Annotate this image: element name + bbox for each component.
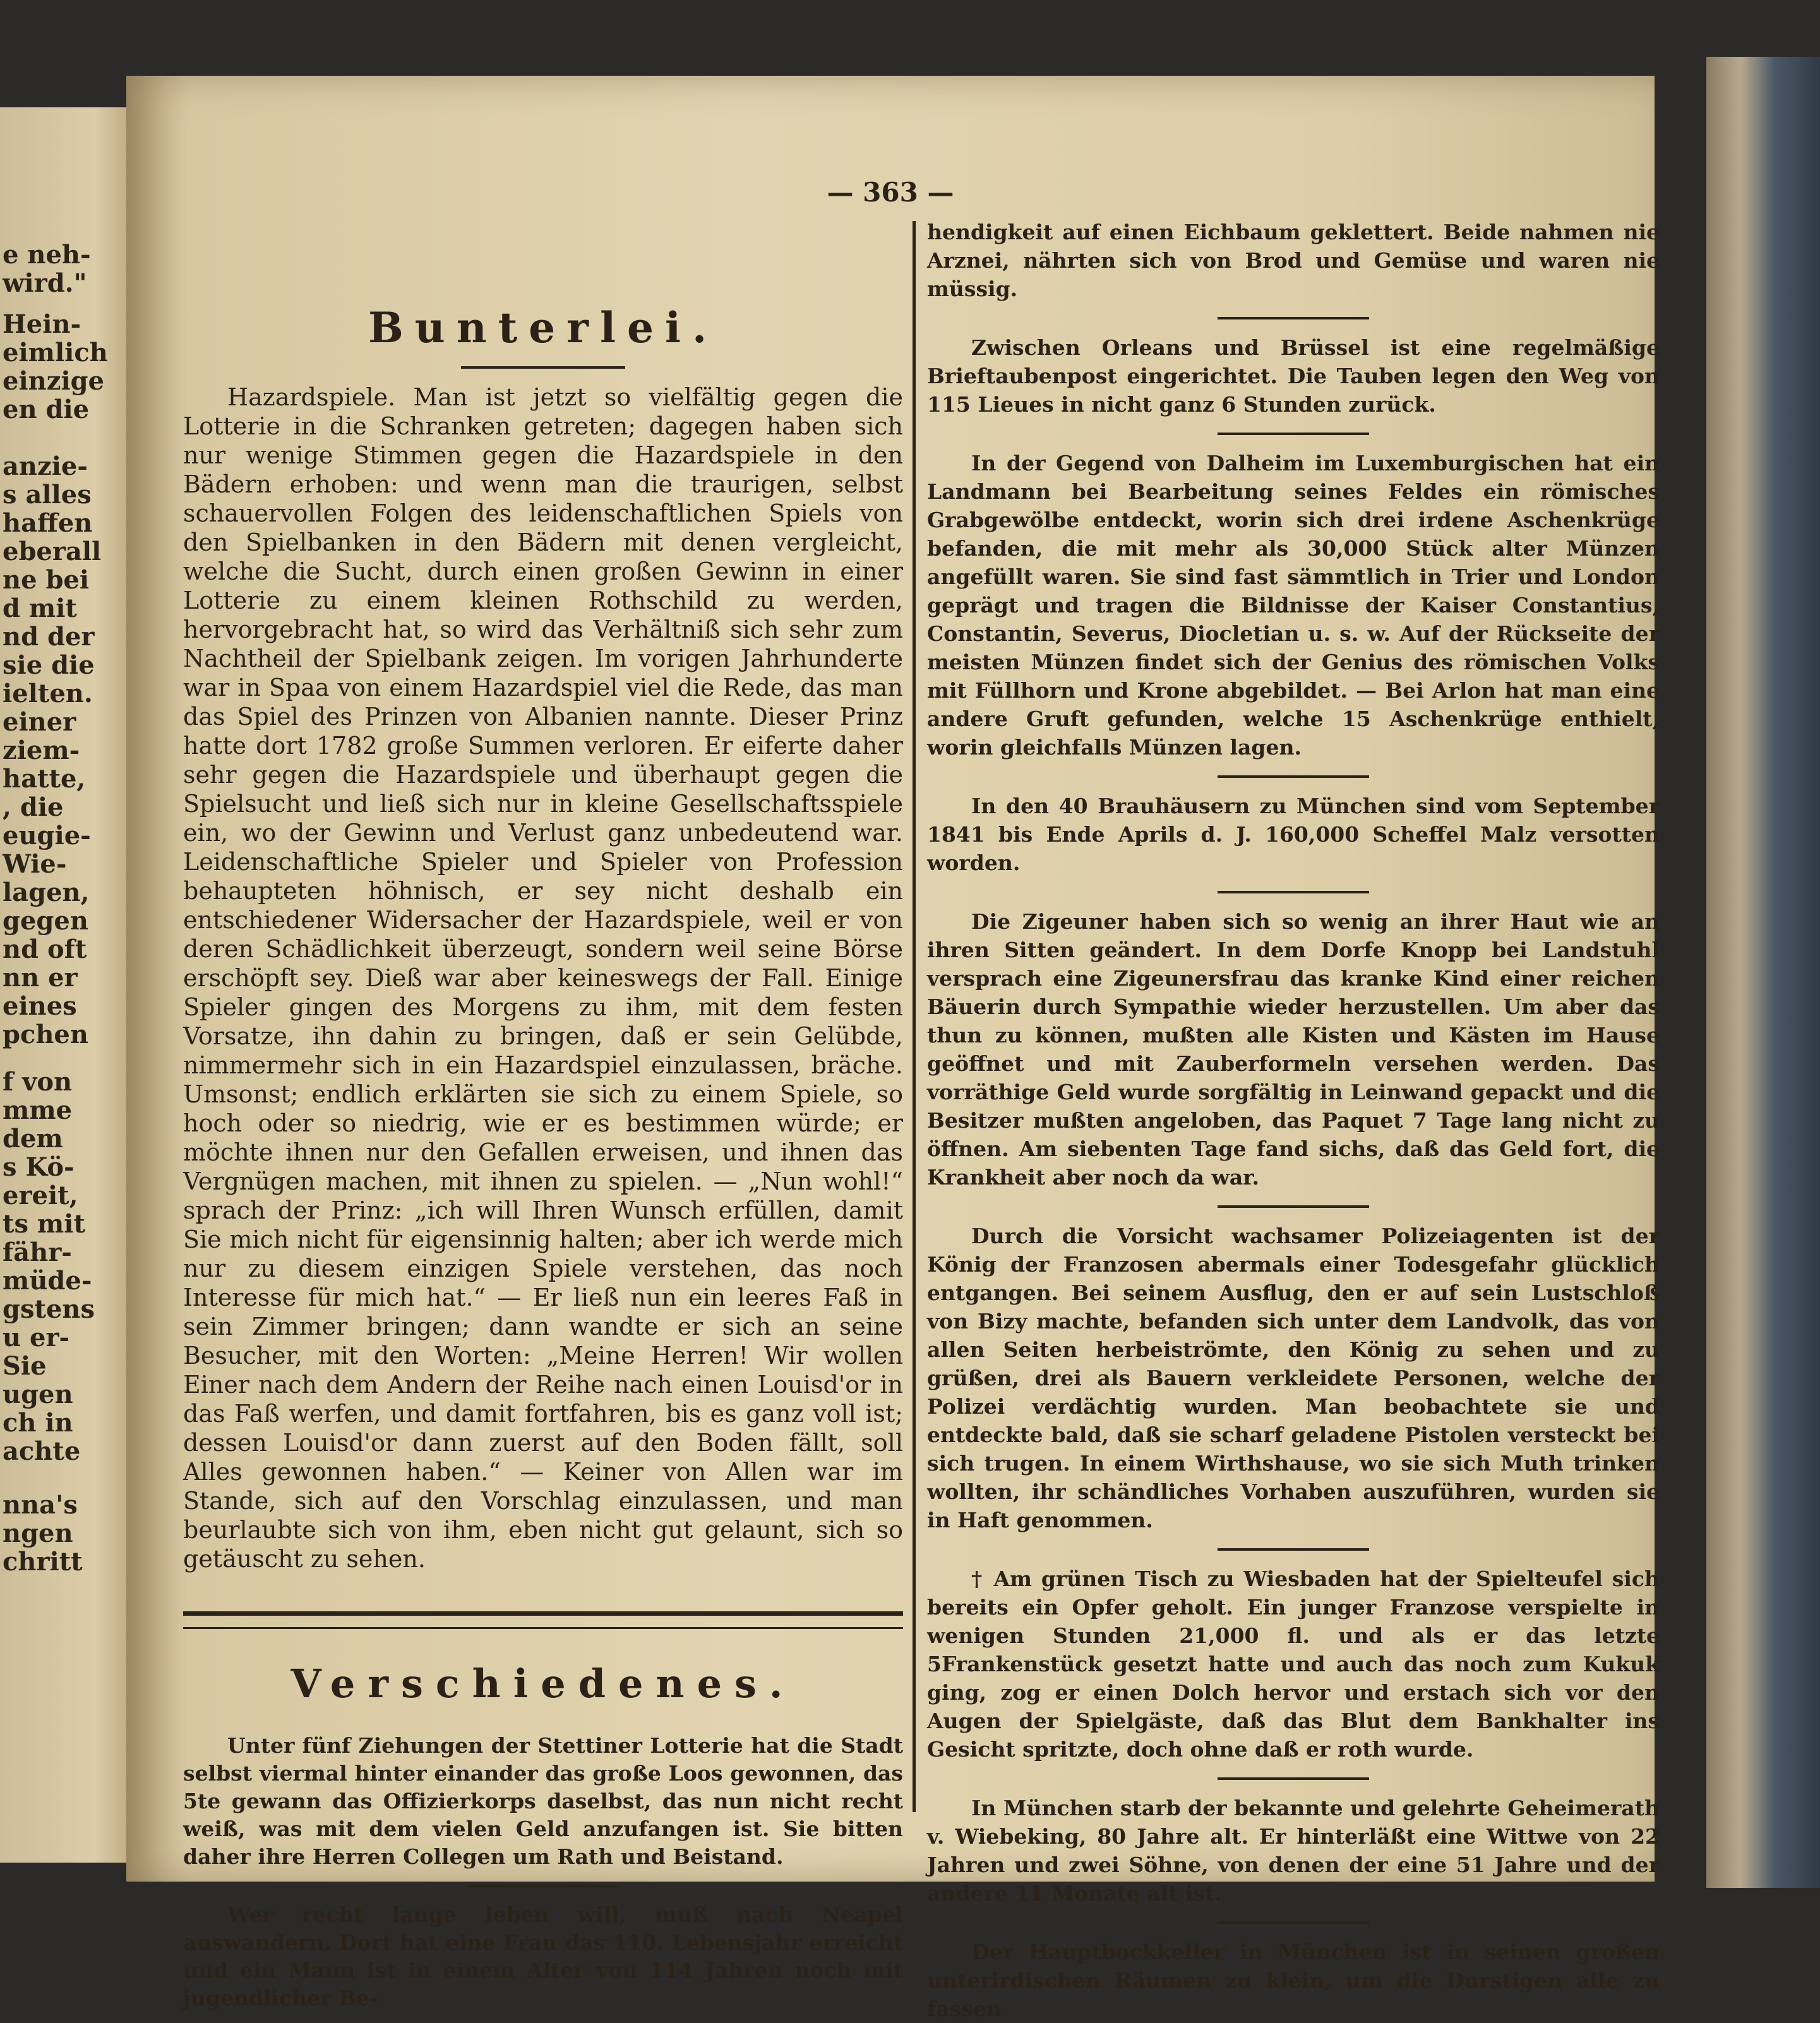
article-separator [1218,317,1369,319]
article-separator [1218,1921,1369,1924]
left-fragment-line: Wie- [3,849,67,879]
left-fragment-line: s Kö- [3,1152,75,1182]
section-divider [183,1611,903,1629]
left-fragment-line: einer [3,707,76,737]
left-fragment-line: gstens [3,1294,95,1324]
left-fragment-line: eimlich [3,338,108,367]
left-column [183,227,903,2012]
left-fragment-line: mme [3,1095,73,1125]
left-fragment-line: einzige [3,366,105,396]
left-fragment-line: haffen [3,508,93,538]
column-rule [913,221,916,1812]
article-brieftaubenpost: Zwischen Orleans und Brüssel ist eine regelmäßige Brieftaubenpost eingerichtet. Die Tauben legen den Weg von 115 Lieues in nicht ganz 6 Stunden zurück. [927,335,1660,417]
article-separator [1218,775,1369,778]
left-fragment-line: u er- [3,1323,70,1352]
left-fragment-line: f von [3,1067,73,1097]
left-fragment-line: ts mit [3,1209,85,1239]
left-fragment-line: achte [3,1436,81,1466]
article-brauhaeuser: In den 40 Brauhäusern zu München sind vom September 1841 bis Ende Aprils d. J. 160,000 Scheffel Malz versotten worden. [927,794,1660,875]
left-fragment-line: ziem- [3,736,80,765]
article-separator [1218,1548,1369,1551]
left-fragment-line: sie die [3,650,95,680]
left-fragment-line: ielten. [3,679,93,708]
heading-rule [461,366,625,369]
left-fragment-line: s alles [3,480,92,510]
left-fragment-line: eberall [3,537,102,566]
left-fragment-line: ch in [3,1408,73,1438]
page-number: — 363 — [827,177,954,208]
article-zigeuner: Die Zigeuner haben sich so wenig an ihrer Haut wie an ihren Sitten geändert. In dem Dorfe Knopp bei Landstuhl versprach eine Zigeunersfrau das kranke Kind einer reichen Bäuerin durch Sympathie wieder herzustellen. Um aber das thun zu können, mußten alle Kisten und Kästen im Hause geöffnet und mit Zauberformeln versehen werden. Das vorräthige Geld wurde sorgfältig in Leinwand gepackt und die Besitzer mußten angeloben, das Paquet 7 Tage lang nicht zu öffnen. Am siebenten Tage fand sichs, daß das Geld fort, die Krankheit aber noch da war. [927,909,1660,1190]
left-fragment-line: eugie- [3,821,91,850]
section-heading-bunterlei: Bunterlei. [368,303,719,352]
article-wiebeking: In München starb der bekannte und gelehrte Geheimerath v. Wiebeking, 80 Jahre alt. Er hinterläßt eine Wittwe von 22 Jahren und zwei Söhne, von denen der eine 51 Jahre und der andere 11 Monate alt ist. [927,1796,1660,1906]
article-hazardspiele: Hazardspiele. Man ist jetzt so vielfältig gegen die Lotterie in die Schranken getreten; dagegen haben sich nur wenige Stimmen gegen die Hazardspiele in den Bädern erhoben: und wenn man die traurigen, selbst schauervollen Folgen des leidenschaftlichen Spiels von den Spielbanken in den Bädern mit denen vergleicht, welche die Sucht, durch einen großen Gewinn in einer Lotterie zu einem kleinen Rothschild zu werden, hervorgebracht hat, so wird das Verhältniß sich sehr zum Nachtheil der Spielbank zeigen. Im vorigen Jahrhunderte war in Spaa von einem Hazardspiel viel die Rede, das man das Spiel des Prinzen von Albanien nannte. Dieser Prinz hatte dort 1782 große Summen verloren. Er eiferte daher sehr gegen die Hazardspiele und überhaupt gegen die Spielsucht und ließ sich nur in kleine Gesellschaftsspiele ein, wo der Gewinn und Verlust ganz unbedeutend war. Leidenschaftliche Spieler und Spieler von Profession behaupteten höhnisch, er sey nicht deshalb ein entschiedener Widersacher der Hazardspiele, weil er von deren Schädlichkeit überzeugt, sondern weil seine Börse erschöpft sey. Dieß war aber keineswegs der Fall. Einige Spieler gingen des Morgens zu ihm, mit dem festen Vorsatze, ihn dahin zu bringen, daß er sein Gelübde, nimmermehr sich in ein Hazardspiel einzulassen, bräche. Umsonst; endlich erklärten sie sich zu einem Spiele, so hoch oder so niedrig, wie er es bestimmen würde; er möchte ihnen nur den Gefallen erweisen, und ihnen das Vergnügen machen, mit ihnen zu spielen. — „Nun wohl!“ sprach der Prinz: „ich will Ihren Wunsch erfüllen, damit Sie mich nicht für eigensinnig halten; aber ich werde mich nur zu diesem einzigen Spiele verstehen, das noch Interesse für mich hat.“ — Er ließ nun ein leeres Faß in sein Zimmer bringen; dann wandte er sich an seine Besucher, mit den Worten: „Meine Herren! Wir wollen Einer nach dem Andern der Reihe nach einen Louisd'or in das Faß werfen, und damit fortfahren, bis es ganz voll ist; dessen Louisd'or dann zuerst auf den Boden fällt, soll Alles gewonnen haben.“ — Keiner von Allen war im Stande, sich auf den Vorschlag einzulassen, und man beurlaubte sich von ihm, eben nicht gut gelaunt, sich so getäuscht zu sehen. [183,383,903,1573]
left-fragment-line: chritt [3,1547,83,1577]
section-heading-verschiedenes: Verschiedenes. [290,1661,796,1707]
left-fragment-line: pchen [3,1020,88,1049]
article-separator [467,1885,619,1887]
left-fragment-line: e neh- [3,240,91,270]
left-fragment-line: gegen [3,906,88,936]
left-fragment-line: anzie- [3,451,88,481]
left-fragment-line: ne bei [3,565,90,595]
left-fragment-line: lagen, [3,878,90,907]
left-fragment-line: nn er [3,963,78,993]
article-separator [1218,1205,1369,1208]
left-fragment-line: , die [3,792,64,822]
left-fragment-line: Hein- [3,309,81,339]
left-fragment-line: dem [3,1124,63,1154]
right-column [927,218,1660,2023]
left-page-fragment [0,107,136,1863]
book-page [126,76,1660,2021]
left-fragment-line: d mit [3,594,77,623]
left-fragment-line: fähr- [3,1238,72,1267]
left-fragment-line: müde- [3,1266,92,1296]
article-koenig-franzosen: Durch die Vorsicht wachsamer Polizeiagenten ist der König der Franzosen abermals einer Todesgefahr glücklich entgangen. Bei seinem Ausflug, den er auf sein Lustschloß von Bizy machte, befanden sich unter dem Landvolk, das von allen Seiten herbeiströmte, den König zu sehen und zu grüßen, drei als Bauern verkleidete Personen, welche der Polizei verdächtig wurden. Man beobachtete sie und entdeckte bald, daß sie scharf geladene Pistolen versteckt bei sich trugen. In einem Wirthshause, wo sie sich Muth trinken wollten, ihr schändliches Vorhaben auszuführen, wurden sie in Haft genommen. [927,1224,1660,1532]
article-separator [1218,1777,1369,1780]
article-wiesbaden: † Am grünen Tisch zu Wiesbaden hat der Spielteufel sich bereits ein Opfer geholt. Ein junger Franzose verspielte in wenigen Stunden 21,000 fl. und als er das letzte 5Frankenstück gesetzt hatte und auch das noch zum Kukuk ging, zog er einen Dolch hervor und erstach sich vor den Augen der Spielgäste, daß das Blut dem Bankhalter ins Gesicht spritzte, doch ohne daß er roth wurde. [927,1566,1660,1762]
left-fragment-line: nd der [3,622,95,652]
article-separator [1218,891,1369,893]
left-fragment-line: nd oft [3,934,87,964]
left-fragment-line: Sie [3,1351,47,1381]
article-separator [1218,433,1369,435]
left-fragment-line: eines [3,991,77,1021]
article-hauptbockkeller: Der Hauptbockkeller in München ist in seinen großen unterirdischen Räumen zu klein, um die Durstigen alle zu fassen [927,1940,1660,2021]
article-dalheim: In der Gegend von Dalheim im Luxemburgischen hat ein Landmann bei Bearbeitung seines Feldes ein römisches Grabgewölbe entdeckt, worin sich drei irdene Aschenkrüge befanden, die mit mehr als 30,000 Stück alter Münzen angefüllt waren. Sie sind fast sämmtlich in Trier und London geprägt und tragen die Bildnisse der Kaiser Constantius, Constantin, Severus, Diocletian u. s. w. Auf der Rückseite der meisten Münzen findet sich der Genius des römischen Volks mit Füllhorn und Krone abgebildet. — Bei Arlon hat man eine andere Gruft gefunden, welche 15 Aschenkrüge enthielt, worin gleichfalls Münzen lagen. [927,451,1660,760]
left-fragment-line: hatte, [3,764,86,794]
article-stettiner-lotterie: Unter fünf Ziehungen der Stettiner Lotterie hat die Stadt selbst viermal hinter einander das große Loos gewonnen, das 5te gewann das Offizierkorps daselbst, das nun nicht recht weiß, was mit dem vielen Geld anzufangen ist. Sie bitten daher ihre Herren Collegen um Rath und Beistand. [183,1733,903,1869]
article-continuation: hendigkeit auf einen Eichbaum geklettert. Beide nahmen nie Arznei, nährten sich von Brod und Gemüse und waren nie müssig. [927,220,1660,301]
left-fragment-line: wird." [3,268,87,298]
left-fragment-line: ugen [3,1380,73,1409]
left-fragment-line: nna's [3,1490,78,1520]
left-fragment-line: ereit, [3,1181,78,1210]
article-neapel: Wer recht lange leben will, muß nach Neapel auswandern. Dort hat eine Frau das 110. Lebensjahr erreicht und ein Mann ist in einem Alter von 114 Jahren noch mit jugendlicher Be- [183,1902,903,2010]
book-edge [1706,57,1820,1888]
left-fragment-line: ngen [3,1519,73,1548]
left-fragment-line: en die [3,395,90,424]
